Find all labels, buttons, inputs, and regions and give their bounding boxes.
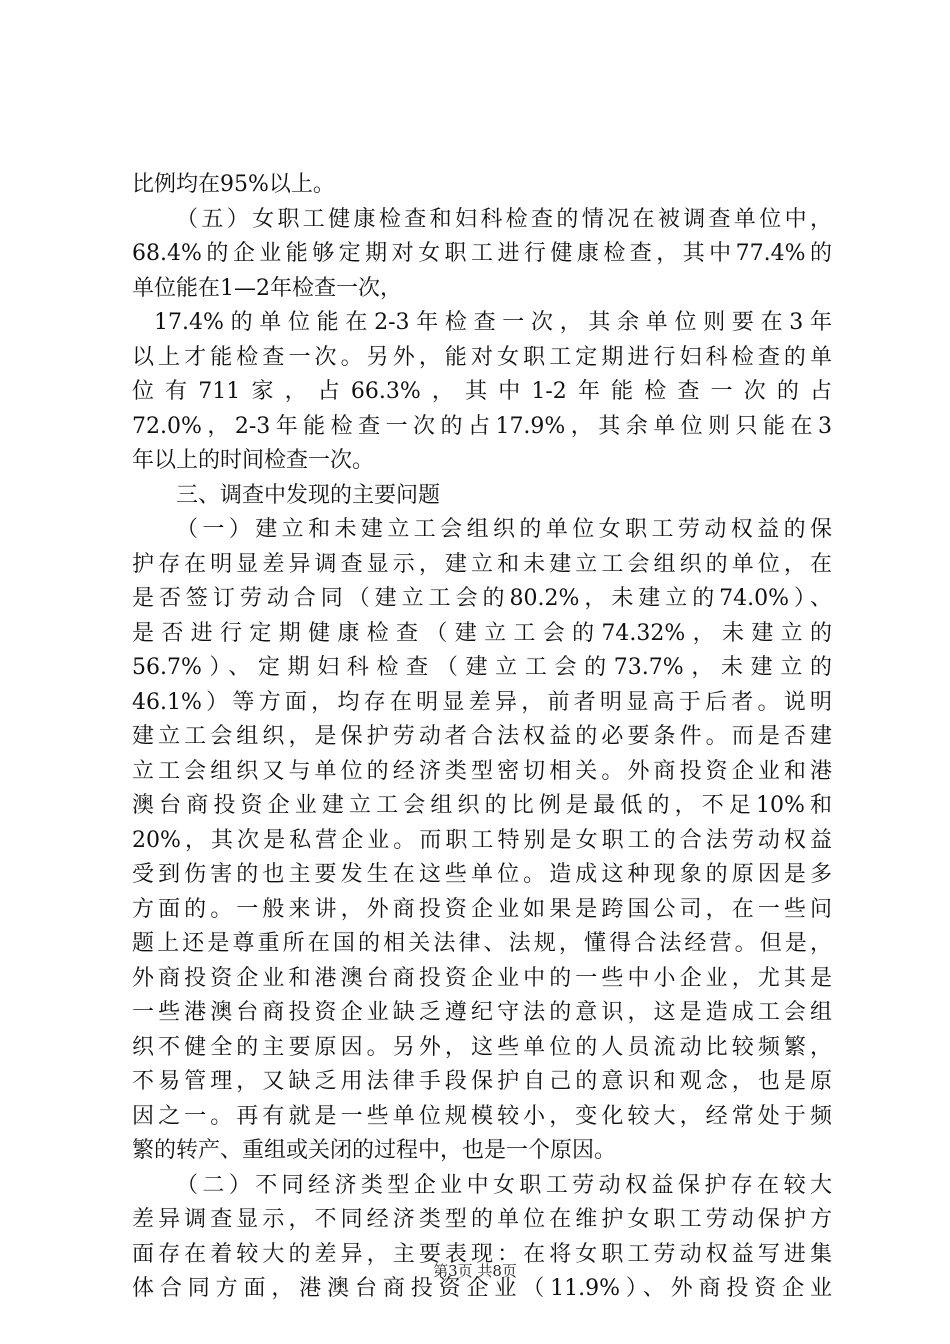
section-heading-3: 三、调查中发现的主要问题 <box>176 482 441 508</box>
text-line: 是否签订劳动合同（建立工会的80.2%，未建立的74.0%）、 <box>132 586 832 611</box>
text-line: 单位能在1—2年检查一次， <box>132 275 402 301</box>
text-line: 建立工会组织，是保护劳动者合法权益的必要条件。而是否建 <box>132 724 832 749</box>
paragraph-heading-1: （一）建立和未建立工会组织的单位女职工劳动权益的保 <box>176 517 832 542</box>
text-line: 差异调查显示，不同经济类型的单位在维护女职工劳动保护方 <box>132 1207 832 1232</box>
text-line: 面存在着较大的差异，主要表现：在将女职工劳动权益写进集 <box>132 1241 832 1267</box>
text-line: 年以上的时间检查一次。 <box>132 448 375 473</box>
text-line: 护存在明显差异调查显示，建立和未建立工会组织的单位，在 <box>132 551 832 577</box>
text-line: 不易管理，又缺乏用法律手段保护自己的意识和观念，也是原 <box>132 1069 832 1094</box>
paragraph-heading-5: （五）女职工健康检查和妇科检查的情况在被调查单位中， <box>176 206 832 232</box>
text-line: 方面的。一般来讲，外商投资企业如果是跨国公司，在一些问 <box>132 896 832 922</box>
text-line: 一些港澳台商投资企业缺乏遵纪守法的意识，这是造成工会组 <box>132 1000 832 1025</box>
text-line: 题上还是尊重所在国的相关法律、法规，懂得合法经营。但是， <box>132 931 832 956</box>
text-line: 72.0%，2-3年能检查一次的占17.9%，其余单位则只能在3 <box>132 413 832 439</box>
text-line: 56.7%）、定期妇科检查（建立工会的73.7%，未建立的 <box>132 655 832 680</box>
text-line: 46.1%）等方面，均存在明显差异，前者明显高于后者。说明 <box>132 689 832 715</box>
text-line: 外商投资企业和港澳台商投资企业中的一些中小企业，尤其是 <box>132 965 832 991</box>
text-line: 以上才能检查一次。另外，能对女职工定期进行妇科检查的单 <box>132 344 832 370</box>
paragraph-heading-2: （二）不同经济类型企业中女职工劳动权益保护存在较大 <box>176 1172 832 1198</box>
text-line: 立工会组织又与单位的经济类型密切相关。外商投资企业和港 <box>132 758 832 784</box>
page-number-footer: 第3页 共8页 <box>433 1262 517 1280</box>
text-line: 受到伤害的也主要发生在这些单位。造成这种现象的原因是多 <box>132 862 832 887</box>
document-body <box>132 168 832 1307</box>
text-line: 68.4%的企业能够定期对女职工进行健康检查，其中77.4%的 <box>132 241 832 266</box>
text-line: 是否进行定期健康检查（建立工会的74.32%，未建立的 <box>132 620 832 646</box>
text-line: 比例均在95%以上。 <box>132 172 335 197</box>
text-line: 17.4%的单位能在2-3年检查一次，其余单位则要在3年 <box>154 310 832 335</box>
text-line: 因之一。再有就是一些单位规模较小，变化较大，经常处于频 <box>132 1103 832 1129</box>
text-line: 澳台商投资企业建立工会组织的比例是最低的，不足10%和 <box>132 793 832 818</box>
text-line: 位有711家，占66.3%，其中1-2年能检查一次的占 <box>132 379 832 404</box>
text-line: 繁的转产、重组或关闭的过程中，也是一个原因。 <box>132 1138 617 1163</box>
text-line: 织不健全的主要原因。另外，这些单位的人员流动比较频繁， <box>132 1034 832 1060</box>
text-line: 体合同方面，港澳台商投资企业（11.9%）、外商投资企业 <box>132 1276 832 1301</box>
text-line: 20%，其次是私营企业。而职工特别是女职工的合法劳动权益 <box>132 827 832 853</box>
